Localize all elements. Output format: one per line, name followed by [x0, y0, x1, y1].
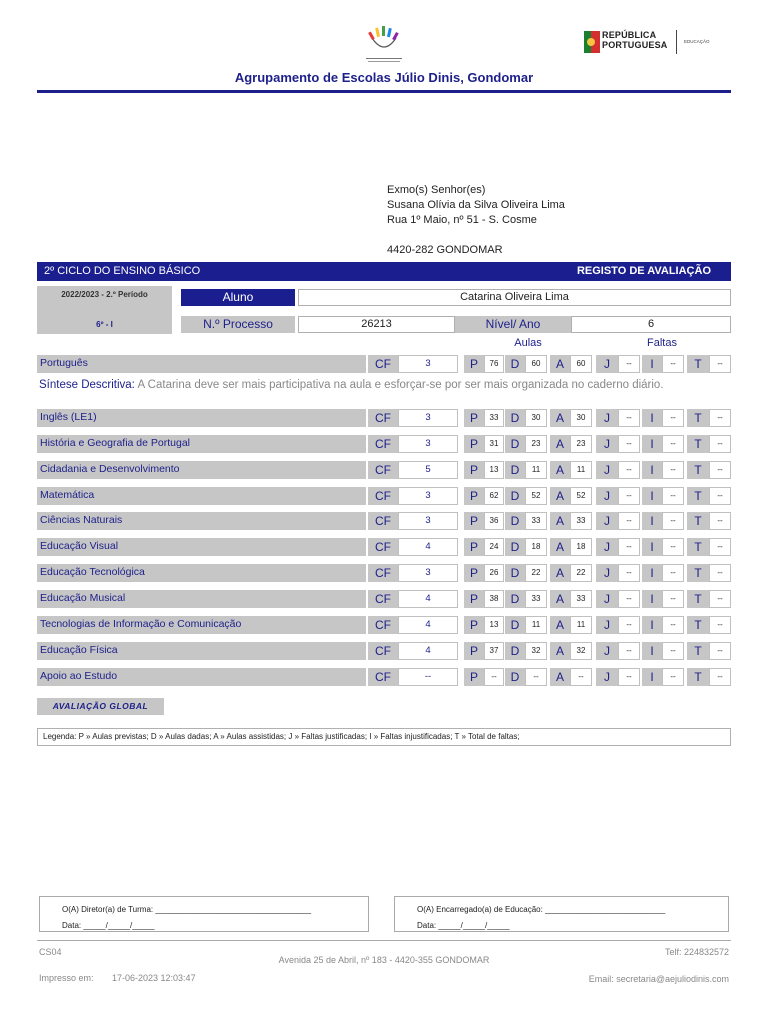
- class-label: 6º - I: [96, 320, 113, 329]
- aulas-header: Aulas: [514, 337, 542, 349]
- guardian-signature: O(A) Encarregado(a) de Educação: ___________________________: [417, 905, 666, 914]
- j-label: J: [596, 461, 618, 479]
- subject-a: 18: [570, 538, 592, 556]
- subject-t: --: [709, 461, 731, 479]
- subject-p: 13: [484, 616, 504, 634]
- subject-p: 33: [484, 409, 504, 427]
- process-label: N.º Processo: [181, 316, 295, 333]
- subject-a: 33: [570, 512, 592, 530]
- footer-divider: [37, 940, 731, 941]
- subject-name: Educação Visual: [37, 538, 366, 556]
- t-label: T: [687, 668, 709, 686]
- d-label: D: [505, 512, 525, 530]
- salutation: Exmo(s) Senhor(es): [387, 184, 486, 196]
- subject-a: 22: [570, 564, 592, 582]
- recipient-address: [387, 183, 565, 258]
- subject-j: --: [618, 355, 640, 373]
- j-label: J: [596, 642, 618, 660]
- p-label: P: [464, 538, 484, 556]
- subject-a: 60: [570, 355, 592, 373]
- footer-phone: Telf: 224832572: [664, 947, 729, 957]
- p-label: P: [464, 487, 484, 505]
- republica-text: REPÚBLICA PORTUGUESA: [602, 30, 668, 50]
- subject-a: --: [570, 668, 592, 686]
- subject-d: 22: [525, 564, 547, 582]
- footer-email: Email: secretaria@aejuliodinis.com: [588, 974, 729, 984]
- subject-p: --: [484, 668, 504, 686]
- subject-a: 11: [570, 616, 592, 634]
- cf-label: CF: [368, 487, 398, 505]
- t-label: T: [687, 512, 709, 530]
- subject-i: --: [662, 435, 684, 453]
- i-label: I: [642, 642, 662, 660]
- p-label: P: [464, 642, 484, 660]
- subject-name: Inglês (LE1): [37, 409, 366, 427]
- i-label: I: [642, 461, 662, 479]
- subject-cf: 3: [398, 487, 458, 505]
- subject-i: --: [662, 461, 684, 479]
- footer-address: Avenida 25 de Abril, nº 183 - 4420-355 GONDOMAR: [278, 955, 490, 965]
- subject-d: --: [525, 668, 547, 686]
- subject-p: 31: [484, 435, 504, 453]
- d-label: D: [505, 409, 525, 427]
- subject-j: --: [618, 538, 640, 556]
- subject-name: Educação Musical: [37, 590, 366, 608]
- subject-t: --: [709, 668, 731, 686]
- subject-a: 11: [570, 461, 592, 479]
- cf-label: CF: [368, 355, 398, 373]
- header-divider: [37, 90, 731, 93]
- subject-d: 52: [525, 487, 547, 505]
- sintese-text: A Catarina deve ser mais participativa na aula e esforçar-se por ser mais organizada no caderno diário.: [137, 379, 664, 391]
- subject-i: --: [662, 512, 684, 530]
- subject-d: 23: [525, 435, 547, 453]
- global-eval-label: AVALIAÇÃO GLOBAL: [37, 698, 164, 715]
- j-label: J: [596, 590, 618, 608]
- j-label: J: [596, 487, 618, 505]
- t-label: T: [687, 487, 709, 505]
- p-label: P: [464, 590, 484, 608]
- cf-label: CF: [368, 461, 398, 479]
- i-label: I: [642, 538, 662, 556]
- guardian-date: Data: _____/_____/_____: [417, 921, 510, 930]
- subject-t: --: [709, 355, 731, 373]
- subject-name: Ciências Naturais: [37, 512, 366, 530]
- a-label: A: [550, 564, 570, 582]
- subject-d: 33: [525, 590, 547, 608]
- cf-label: CF: [368, 642, 398, 660]
- j-label: J: [596, 538, 618, 556]
- a-label: A: [550, 355, 570, 373]
- republica-portuguesa-logo: [584, 30, 724, 56]
- subject-cf: --: [398, 668, 458, 686]
- subject-a: 23: [570, 435, 592, 453]
- subject-j: --: [618, 616, 640, 634]
- p-label: P: [464, 668, 484, 686]
- subject-t: --: [709, 487, 731, 505]
- coat-of-arms-icon: [584, 31, 600, 53]
- a-label: A: [550, 461, 570, 479]
- j-label: J: [596, 616, 618, 634]
- subject-a: 33: [570, 590, 592, 608]
- subject-d: 33: [525, 512, 547, 530]
- j-label: J: [596, 668, 618, 686]
- i-label: I: [642, 616, 662, 634]
- director-signature: O(A) Diretor(a) de Turma: ___________________________________: [62, 905, 312, 914]
- cf-label: CF: [368, 616, 398, 634]
- cf-label: CF: [368, 564, 398, 582]
- d-label: D: [505, 590, 525, 608]
- a-label: A: [550, 642, 570, 660]
- subject-p: 37: [484, 642, 504, 660]
- subject-i: --: [662, 564, 684, 582]
- t-label: T: [687, 461, 709, 479]
- subject-cf: 4: [398, 616, 458, 634]
- legend: Legenda: P » Aulas previstas; D » Aulas dadas; A » Aulas assistidas; J » Faltas justificadas; I » Faltas injustificadas; T » Total de faltas;: [37, 728, 731, 746]
- t-label: T: [687, 435, 709, 453]
- subject-a: 30: [570, 409, 592, 427]
- subject-name: Português: [37, 355, 366, 373]
- subject-t: --: [709, 616, 731, 634]
- i-label: I: [642, 487, 662, 505]
- subject-d: 11: [525, 461, 547, 479]
- subject-d: 32: [525, 642, 547, 660]
- subject-j: --: [618, 487, 640, 505]
- subject-i: --: [662, 590, 684, 608]
- subject-p: 24: [484, 538, 504, 556]
- subject-j: --: [618, 642, 640, 660]
- recipient-street: Rua 1º Maio, nº 51 - S. Cosme: [387, 214, 537, 226]
- i-label: I: [642, 512, 662, 530]
- student-name: Catarina Oliveira Lima: [298, 289, 731, 306]
- cf-label: CF: [368, 668, 398, 686]
- subject-i: --: [662, 642, 684, 660]
- report-header-bar: [37, 262, 731, 281]
- subject-name: Tecnologias de Informação e Comunicação: [37, 616, 366, 634]
- subject-name: Educação Tecnológica: [37, 564, 366, 582]
- a-label: A: [550, 616, 570, 634]
- subject-j: --: [618, 590, 640, 608]
- p-label: P: [464, 435, 484, 453]
- p-label: P: [464, 512, 484, 530]
- level-label: Nível/ Ano: [455, 316, 571, 333]
- subject-d: 30: [525, 409, 547, 427]
- i-label: I: [642, 409, 662, 427]
- subject-d: 60: [525, 355, 547, 373]
- recipient-name: Susana Olívia da Silva Oliveira Lima: [387, 199, 565, 211]
- p-label: P: [464, 461, 484, 479]
- subject-j: --: [618, 512, 640, 530]
- j-label: J: [596, 564, 618, 582]
- director-date: Data: _____/_____/_____: [62, 921, 155, 930]
- subject-cf: 3: [398, 564, 458, 582]
- subject-i: --: [662, 668, 684, 686]
- guardian-signature-box: [394, 896, 729, 932]
- a-label: A: [550, 487, 570, 505]
- subject-p: 26: [484, 564, 504, 582]
- t-label: T: [687, 590, 709, 608]
- subject-cf: 5: [398, 461, 458, 479]
- subject-i: --: [662, 616, 684, 634]
- director-signature-box: [39, 896, 369, 932]
- d-label: D: [505, 487, 525, 505]
- subject-i: --: [662, 538, 684, 556]
- subject-i: --: [662, 355, 684, 373]
- p-label: P: [464, 616, 484, 634]
- d-label: D: [505, 435, 525, 453]
- t-label: T: [687, 564, 709, 582]
- cf-label: CF: [368, 512, 398, 530]
- d-label: D: [505, 461, 525, 479]
- i-label: I: [642, 564, 662, 582]
- d-label: D: [505, 564, 525, 582]
- a-label: A: [550, 668, 570, 686]
- t-label: T: [687, 642, 709, 660]
- footer-code: CS04: [39, 947, 62, 957]
- d-label: D: [505, 355, 525, 373]
- subject-name: Cidadania e Desenvolvimento: [37, 461, 366, 479]
- subject-name: Educação Física: [37, 642, 366, 660]
- subject-cf: 3: [398, 409, 458, 427]
- subject-cf: 4: [398, 590, 458, 608]
- subject-t: --: [709, 642, 731, 660]
- cycle-label: 2º CICLO DO ENSINO BÁSICO: [44, 265, 201, 277]
- process-number: 26213: [298, 316, 455, 333]
- subject-p: 76: [484, 355, 504, 373]
- subject-a: 32: [570, 642, 592, 660]
- i-label: I: [642, 590, 662, 608]
- subject-j: --: [618, 461, 640, 479]
- school-name: Agrupamento de Escolas Júlio Dinis, Gondomar: [234, 70, 534, 85]
- j-label: J: [596, 512, 618, 530]
- period-label: 2022/2023 - 2.º Período: [61, 290, 148, 299]
- subject-t: --: [709, 564, 731, 582]
- d-label: D: [505, 616, 525, 634]
- recipient-postal: 4420-282 GONDOMAR: [387, 244, 503, 256]
- a-label: A: [550, 409, 570, 427]
- j-label: J: [596, 435, 618, 453]
- subject-name: Apoio ao Estudo: [37, 668, 366, 686]
- subject-cf: 3: [398, 512, 458, 530]
- i-label: I: [642, 355, 662, 373]
- p-label: P: [464, 564, 484, 582]
- sintese-label: Síntese Descritiva:: [39, 379, 135, 391]
- printed-label: Impresso em:: [39, 973, 94, 983]
- j-label: J: [596, 355, 618, 373]
- subject-j: --: [618, 409, 640, 427]
- a-label: A: [550, 435, 570, 453]
- a-label: A: [550, 512, 570, 530]
- sintese-descritiva: [39, 378, 729, 392]
- subject-j: --: [618, 564, 640, 582]
- subject-p: 36: [484, 512, 504, 530]
- level-value: 6: [571, 316, 731, 333]
- a-label: A: [550, 590, 570, 608]
- t-label: T: [687, 538, 709, 556]
- d-label: D: [505, 538, 525, 556]
- subject-cf: 4: [398, 538, 458, 556]
- subject-name: História e Geografia de Portugal: [37, 435, 366, 453]
- faltas-header: Faltas: [647, 337, 677, 349]
- student-label: Aluno: [181, 289, 295, 306]
- school-logo: [356, 22, 412, 64]
- subject-cf: 4: [398, 642, 458, 660]
- subject-p: 62: [484, 487, 504, 505]
- subject-p: 13: [484, 461, 504, 479]
- a-label: A: [550, 538, 570, 556]
- report-title: REGISTO DE AVALIAÇÃO: [576, 265, 711, 277]
- subject-i: --: [662, 409, 684, 427]
- cf-label: CF: [368, 538, 398, 556]
- i-label: I: [642, 668, 662, 686]
- d-label: D: [505, 668, 525, 686]
- cf-label: CF: [368, 409, 398, 427]
- p-label: P: [464, 355, 484, 373]
- subject-t: --: [709, 512, 731, 530]
- republica-edu: EDUCAÇÃO: [684, 39, 710, 44]
- cf-label: CF: [368, 590, 398, 608]
- t-label: T: [687, 409, 709, 427]
- subject-t: --: [709, 435, 731, 453]
- subject-d: 18: [525, 538, 547, 556]
- subject-name: Matemática: [37, 487, 366, 505]
- subject-t: --: [709, 538, 731, 556]
- subject-p: 38: [484, 590, 504, 608]
- subject-d: 11: [525, 616, 547, 634]
- subject-t: --: [709, 409, 731, 427]
- subject-cf: 3: [398, 435, 458, 453]
- p-label: P: [464, 409, 484, 427]
- printed-date: 17-06-2023 12:03:47: [112, 973, 196, 983]
- subject-t: --: [709, 590, 731, 608]
- j-label: J: [596, 409, 618, 427]
- t-label: T: [687, 355, 709, 373]
- subject-cf: 3: [398, 355, 458, 373]
- subject-a: 52: [570, 487, 592, 505]
- subject-j: --: [618, 668, 640, 686]
- i-label: I: [642, 435, 662, 453]
- subject-i: --: [662, 487, 684, 505]
- t-label: T: [687, 616, 709, 634]
- d-label: D: [505, 642, 525, 660]
- cf-label: CF: [368, 435, 398, 453]
- subject-j: --: [618, 435, 640, 453]
